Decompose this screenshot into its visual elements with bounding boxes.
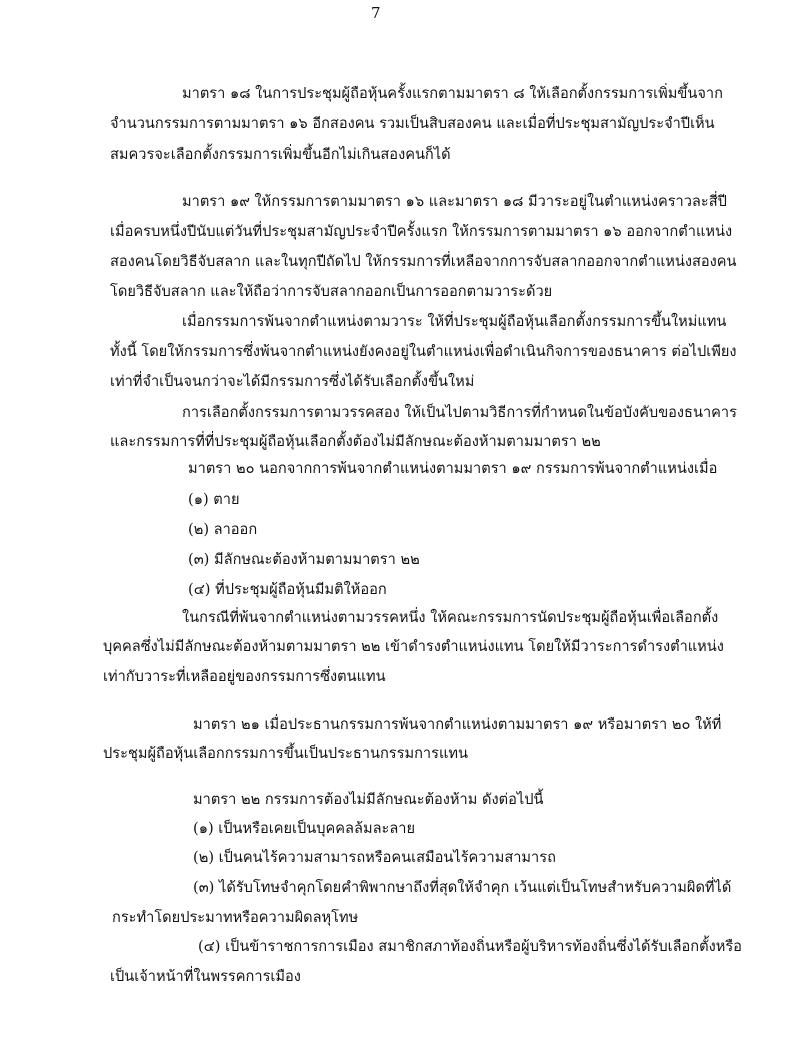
list-item: (๔) เป็นข้าราชการการเมือง สมาชิกสภาท้องถิ่นหรือผู้บริหารท้องถิ่นซึ่งได้รับเลือกตั้งหรือ (198, 938, 742, 955)
text-line: โดยวิธีจับสลาก และให้ถือว่าการจับสลากออกเป็นการออกตามวาระด้วย (110, 283, 553, 300)
list-item: (๓) ได้รับโทษจำคุกโดยคำพิพากษาถึงที่สุดให้จำคุก เว้นแต่เป็นโทษสำหรับความผิดที่ได้ (193, 879, 732, 896)
text-line: เมื่อครบหนึ่งปีนับแต่วันที่ประชุมสามัญประจำปีครั้งแรก ให้กรรมการตามมาตรา ๑๖ ออกจากตำแหน่ง (110, 223, 733, 240)
text-line: ในกรณีที่พ้นจากตำแหน่งตามวรรคหนึ่ง ให้คณะกรรมการนัดประชุมผู้ถือหุ้นเพื่อเลือกตั้ง (182, 609, 719, 626)
list-item: (๑) ตาย (188, 491, 240, 508)
text-line: สองคนโดยวิธีจับสลาก และในทุกปีถัดไป ให้กรรมการที่เหลือจากการจับสลากออกจากตำแหน่งสองคน (110, 253, 737, 270)
text-line: เมื่อกรรมการพ้นจากตำแหน่งตามวาระ ให้ที่ประชุมผู้ถือหุ้นเลือกตั้งกรรมการขึ้นใหม่แทน (182, 313, 727, 330)
text-line: เป็นเจ้าหน้าที่ในพรรคการเมือง (110, 968, 301, 985)
text-line: มาตรา ๑๘ ในการประชุมผู้ถือหุ้นครั้งแรกตามมาตรา ๘ ให้เลือกตั้งกรรมการเพิ่มขึ้นจาก (182, 85, 723, 102)
text-line: กระทำโดยประมาทหรือความผิดลหุโทษ (112, 909, 359, 926)
text-line: เท่าที่จำเป็นจนกว่าจะได้มีกรรมการซึ่งได้รับเลือกตั้งขึ้นใหม่ (110, 373, 475, 390)
text-line: ประชุมผู้ถือหุ้นเลือกกรรมการขึ้นเป็นประธานกรรมการแทน (103, 745, 468, 762)
list-item: (๑) เป็นหรือเคยเป็นบุคคลล้มละลาย (193, 820, 416, 837)
text-line: สมควรจะเลือกตั้งกรรมการเพิ่มขึ้นอีกไม่เกินสองคนก็ได้ (110, 146, 451, 163)
text-line: จำนวนกรรมการตามมาตรา ๑๖ อีกสองคน รวมเป็นสิบสองคน และเมื่อที่ประชุมสามัญประจำปีเห็น (110, 115, 715, 132)
text-line: บุคคลซึ่งไม่มีลักษณะต้องห้ามตามมาตรา ๒๒ เข้าดำรงตำแหน่งแทน โดยให้มีวาระการดำรงตำแหน่ง (103, 638, 724, 655)
list-item: (๔) ที่ประชุมผู้ถือหุ้นมีมติให้ออก (188, 581, 387, 598)
list-item: (๒) ลาออก (188, 521, 258, 538)
text-line: การเลือกตั้งกรรมการตามวรรคสอง ให้เป็นไปตามวิธีการที่กำหนดในข้อบังคับของธนาคาร (182, 404, 737, 421)
list-item: (๒) เป็นคนไร้ความสามารถหรือคนเสมือนไร้ความสามารถ (193, 849, 556, 866)
text-line: มาตรา ๒๒ กรรมการต้องไม่มีลักษณะต้องห้าม ดังต่อไปนี้ (193, 791, 544, 808)
text-line: ทั้งนี้ โดยให้กรรมการซึ่งพ้นจากตำแหน่งยังคงอยู่ในตำแหน่งเพื่อดำเนินกิจการของธนาคาร ต่อไปเพียง (110, 343, 737, 360)
text-line: มาตรา ๒๐ นอกจากการพ้นจากตำแหน่งตามมาตรา ๑๙ กรรมการพ้นจากตำแหน่งเมื่อ (188, 460, 718, 477)
page-number: 7 (371, 4, 381, 22)
text-line: เท่ากับวาระที่เหลืออยู่ของกรรมการซึ่งตนแทน (103, 668, 386, 685)
text-line: มาตรา ๒๑ เมื่อประธานกรรมการพ้นจากตำแหน่งตามมาตรา ๑๙ หรือมาตรา ๒๐ ให้ที่ (193, 716, 722, 733)
text-line: มาตรา ๑๙ ให้กรรมการตามมาตรา ๑๖ และมาตรา ๑๘ มีวาระอยู่ในตำแหน่งคราวละสี่ปี (182, 193, 727, 210)
list-item: (๓) มีลักษณะต้องห้ามตามมาตรา ๒๒ (188, 551, 420, 568)
text-line: และกรรมการที่ที่ประชุมผู้ถือหุ้นเลือกตั้งต้องไม่มีลักษณะต้องห้ามตามมาตรา ๒๒ (110, 433, 601, 450)
